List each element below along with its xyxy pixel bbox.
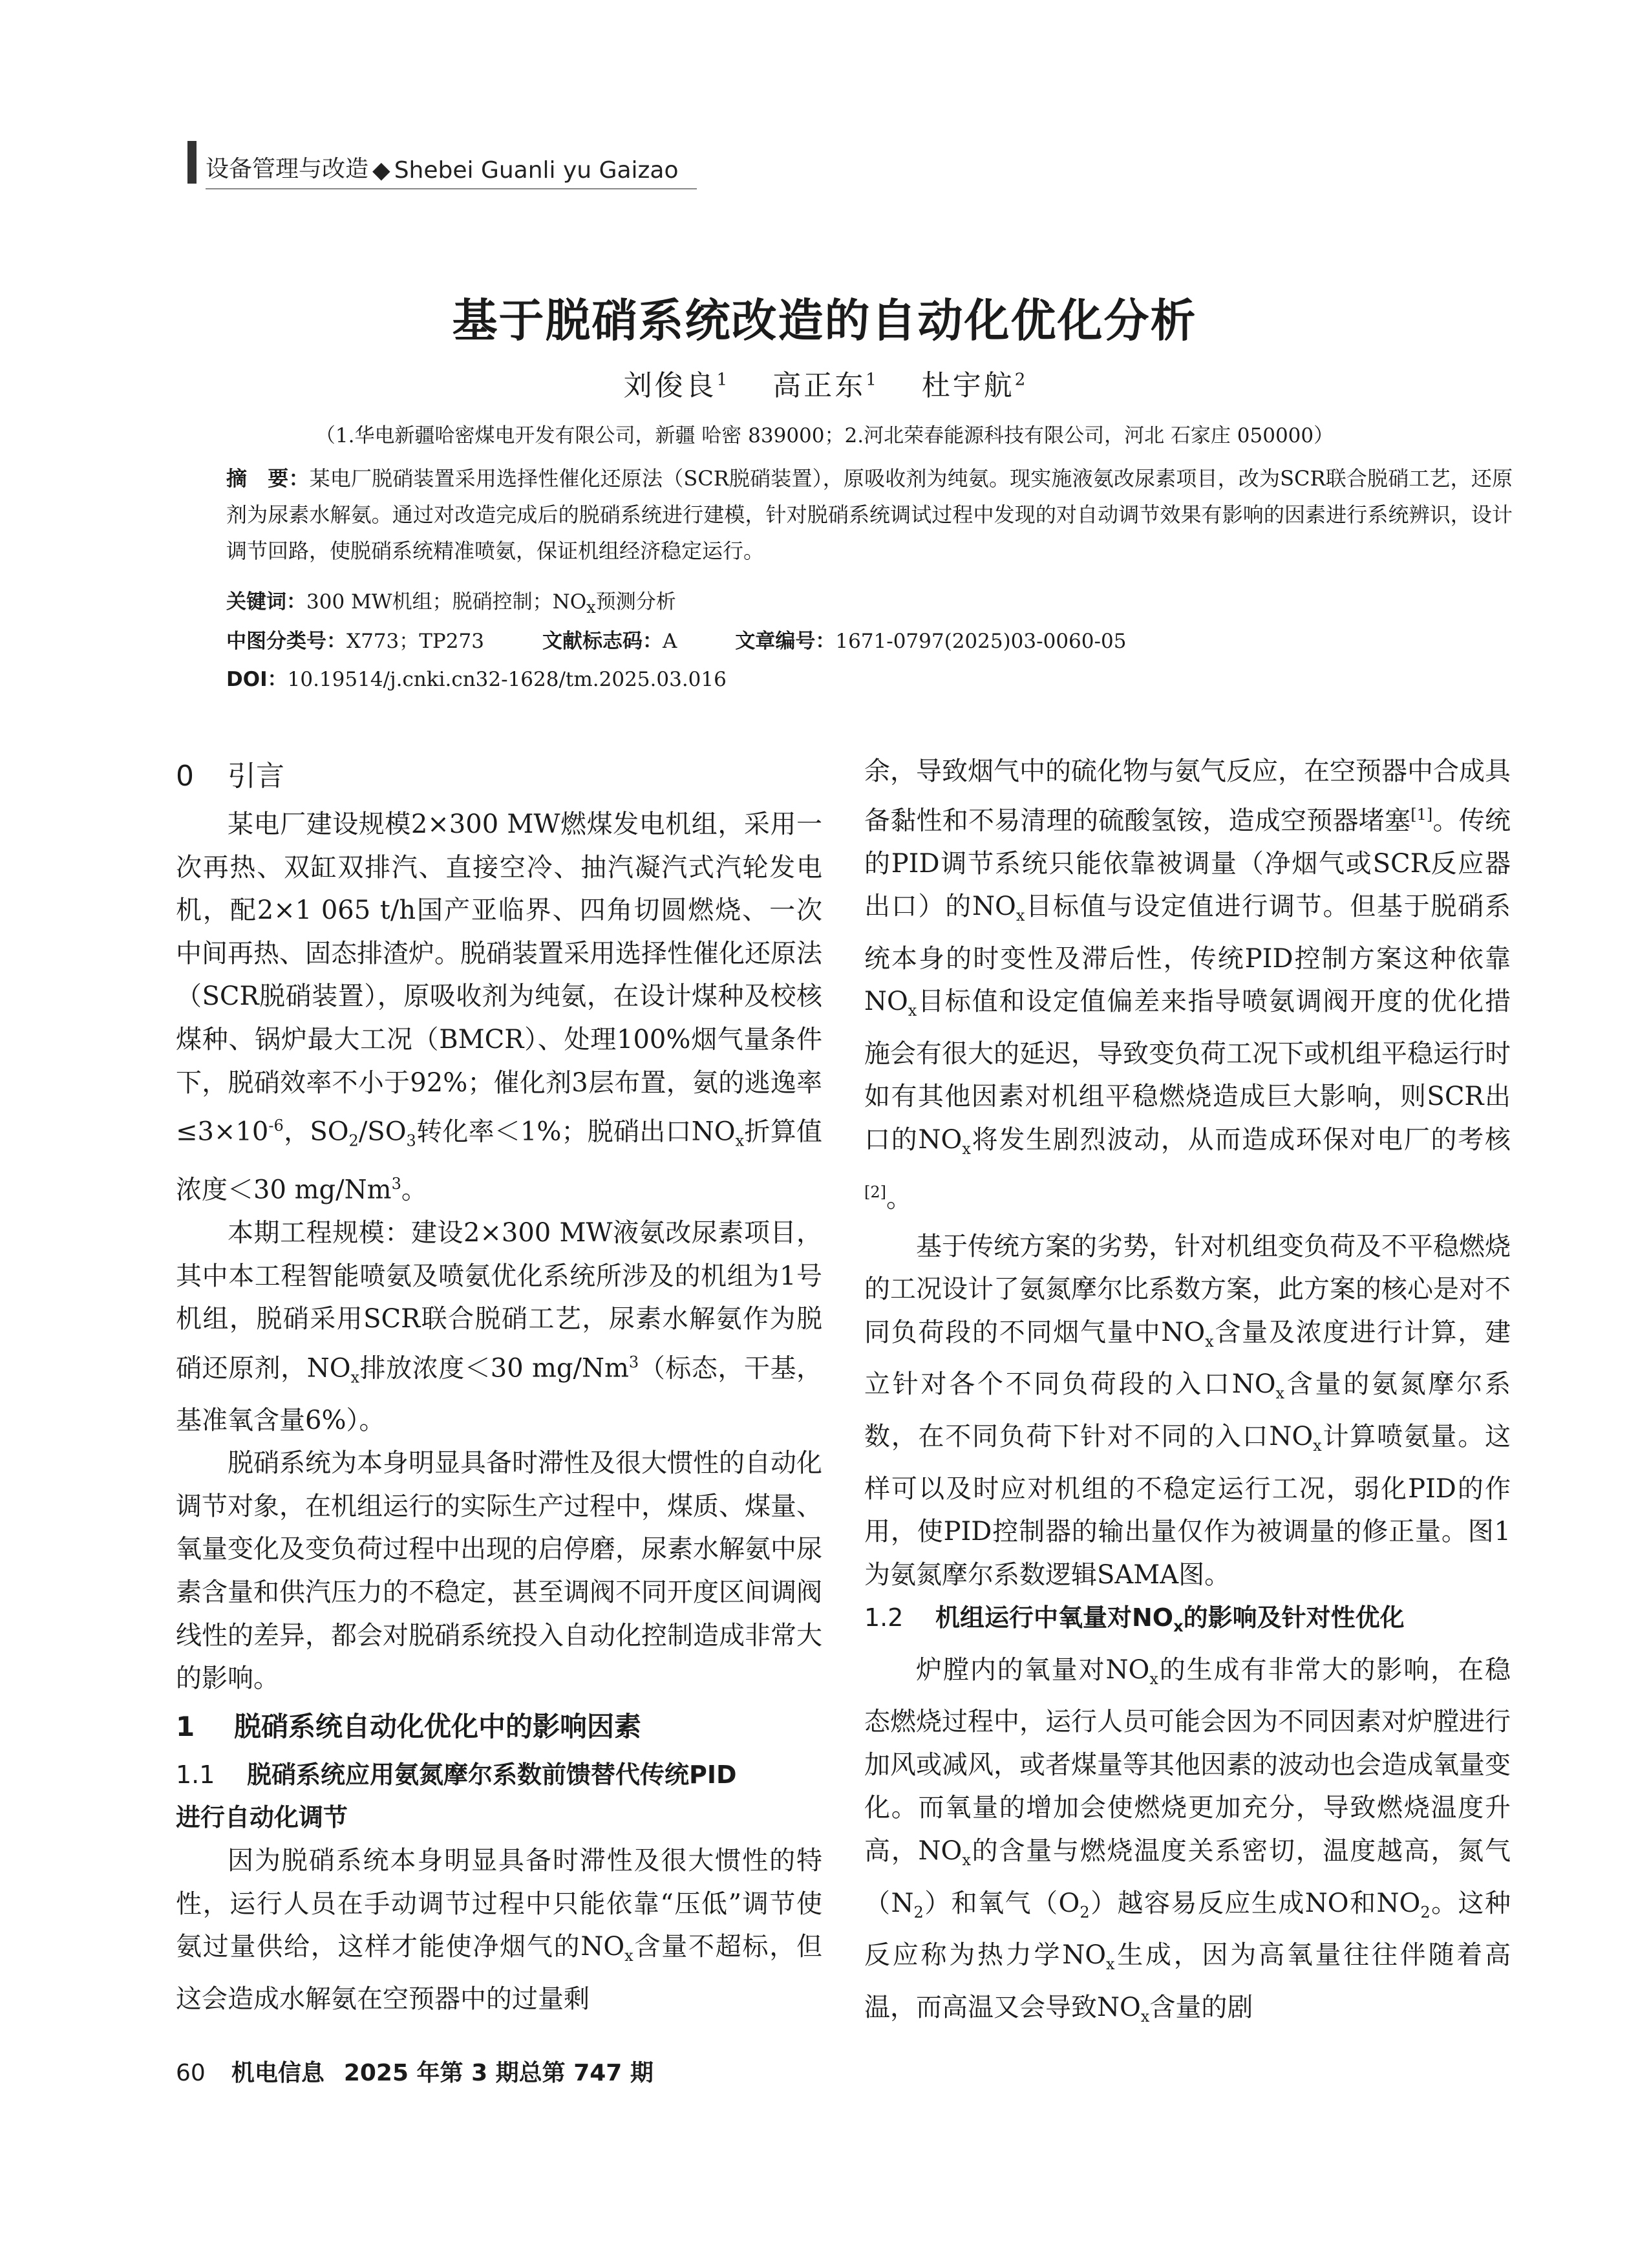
running-header-en: Shebei Guanli yu Gaizao bbox=[394, 157, 679, 184]
affiliation: （1.华电新疆哈密煤电开发有限公司，新疆 哈密 839000；2.河北荣春能源科技有限公司，河北 石家庄 050000） bbox=[315, 424, 1334, 447]
issue-info: 2025 年第 3 期总第 747 期 bbox=[343, 2060, 654, 2086]
page-number: 60 bbox=[176, 2060, 206, 2086]
classification-line bbox=[226, 625, 1126, 654]
diamond-icon: ◆ bbox=[372, 157, 390, 184]
article-no-value: 1671-0797(2025)03-0060-05 bbox=[835, 630, 1127, 653]
right-column bbox=[864, 750, 1511, 2038]
paragraph: 炉膛内的氧量对$NO_x$的生成有非常大的影响，在稳态燃烧过程中，运行人员可能会因为不同因素对炉膛进行加风或减风，或者煤量等其他因素的波动也会造成氧量变化。而氧量的增加会使燃烧更加充分，导致燃烧温度升高，$NO_x$的含量与燃烧温度关系密切，温度越高，氮气$(N_2)$和氧气$(O_2)$越容易反应生成NO和$NO_2$。这种反应称为热力学$NO_x$生成，因为高氧量往往伴随着高温，而高温又会导致$NO_x$含量的剧 bbox=[864, 1654, 1511, 2026]
article-title: 基于脱硝系统改造的自动化优化分析 bbox=[452, 294, 1197, 347]
doi-label: DOI： bbox=[226, 668, 288, 691]
keywords-label: 关键词： bbox=[226, 590, 306, 614]
abstract-label: 摘 要： bbox=[226, 466, 310, 491]
keywords: 关键词：300 MW机组；脱硝控制；$NO_x$预测分析 bbox=[226, 590, 676, 618]
doi-line bbox=[226, 663, 727, 692]
header-rule bbox=[206, 188, 697, 189]
paragraph: 因为脱硝系统本身明显具备时滞性及很大惯性的特性，运行人员在手动调节过程中只能依靠“压低”调节使氨过量供给，这样才能使净烟气的$NO_x$含量不超标，但这会造成水解氨在空预器中的过量剩 bbox=[176, 1846, 823, 2014]
doc-code-value: A bbox=[662, 630, 677, 653]
abstract bbox=[226, 460, 1513, 569]
clc-label: 中图分类号： bbox=[226, 630, 346, 653]
doc-code-label: 文献标志码： bbox=[542, 630, 663, 653]
abstract-text: 某电厂脱硝装置采用选择性催化还原法（SCR脱硝装置），原吸收剂为纯氨。现实施液氨改尿素项目，改为SCR联合脱硝工艺，还原剂为尿素水解氨。通过对改造完成后的脱硝系统进行建模，针对脱硝系统调试过程中发现的对自动调节效果有影响的因素进行系统辨识，设计调节回路，使脱硝系统精准喷氨，保证机组经济稳定运行。 bbox=[226, 466, 1513, 563]
section-heading: 0 引言 bbox=[176, 760, 284, 793]
author: 高正东$^1$ bbox=[772, 369, 877, 402]
paragraph: 基于传统方案的劣势，针对机组变负荷及不平稳燃烧的工况设计了氨氮摩尔比系数方案，此方案的核心是对不同负荷段的不同烟气量中$NO_x$含量及浓度进行计算，建立针对各个不同负荷段的入口$NO_x$含量的氨氮摩尔系数，在不同负荷下针对不同的入口$NO_x$计算喷氨量。这样可以及时应对机组的不稳定运行工况，弱化PID的作用，使PID控制器的输出量仅作为被调量的修正量。图1为氨氮摩尔系数逻辑SAMA图。 bbox=[864, 1231, 1511, 1590]
author: 刘俊良$^1$ bbox=[623, 369, 728, 402]
paragraph: 本期工程规模：建设2×300 MW液氨改尿素项目，其中本工程智能喷氨及喷氨优化系统所涉及的机组为1号机组，脱硝采用SCR联合脱硝工艺，尿素水解氨作为脱硝还原剂，$NO_x$排放浓度＜30 mg/Nm$^3$（标态，干基，基准氧含量6%）。 bbox=[176, 1218, 823, 1435]
author: 杜宇航$^2$ bbox=[921, 369, 1026, 402]
header-bar bbox=[187, 141, 197, 184]
left-column bbox=[176, 750, 822, 2020]
paragraph: 余，导致烟气中的硫化物与氨气反应，在空预器中合成具备黏性和不易清理的硫酸氢铵，造成空预器堵塞[1]。传统的PID调节系统只能依靠被调量（净烟气或SCR反应器出口）的$NO_x$目标值与设定值进行调节。但基于脱硝系统本身的时变性及滞后性，传统PID控制方案这种依靠$NO_x$目标值和设定值偏差来指导喷氨调阀开度的优化措施会有很大的延迟，导致变负荷工况下或机组平稳运行时如有其他因素对机组平稳燃烧造成巨大影响，则SCR出口的$NO_x$将发生剧烈波动，从而造成环保对电厂的考核[2]。 bbox=[864, 756, 1511, 1213]
author-list bbox=[0, 362, 1649, 403]
clc-value: X773；TP273 bbox=[346, 630, 484, 653]
running-header-cn: 设备管理与改造 bbox=[206, 156, 369, 182]
doi-value: 10.19514/j.cnki.cn32-1628/tm.2025.03.016 bbox=[287, 668, 727, 691]
subsection-heading: 1.1 脱硝系统应用氨氮摩尔系数前馈替代传统PID 进行自动化调节 bbox=[176, 1760, 737, 1832]
page-footer bbox=[176, 2055, 654, 2088]
paragraph: 脱硝系统为本身明显具备时滞性及很大惯性的自动化调节对象，在机组运行的实际生产过程中，煤质、煤量、氧量变化及变负荷过程中出现的启停磨，尿素水解氨中尿素含量和供汽压力的不稳定，甚至调阀不同开度区间调阀线性的差异，都会对脱硝系统投入自动化控制造成非常大的影响。 bbox=[176, 1448, 822, 1694]
section-heading: 1 脱硝系统自动化优化中的影响因素 bbox=[176, 1710, 642, 1742]
subsection-heading: 1.2 机组运行中氧量对$NO_x$的影响及针对性优化 bbox=[864, 1603, 1405, 1636]
journal-name: 机电信息 bbox=[231, 2060, 324, 2086]
article-no-label: 文章编号： bbox=[735, 630, 836, 653]
running-header bbox=[187, 144, 679, 184]
paragraph: 某电厂建设规模2×300 MW燃煤发电机组，采用一次再热、双缸双排汽、直接空冷、抽汽凝汽式汽轮发电机，配2×1 065 t/h国产亚临界、四角切圆燃烧、一次中间再热、固态排渣炉。脱硝装置采用选择性催化还原法（SCR脱硝装置），原吸收剂为纯氨，在设计煤种及校核煤种、锅炉最大工况（BMCR）、处理100%烟气量条件下，脱硝效率不小于92%；催化剂3层布置，氨的逃逸率$\le 3\times 10^{-6}$，$SO_2/SO_3$转化率＜1%；脱硝出口$NO_x$折算值浓度＜30 mg/Nm$^3$。 bbox=[176, 809, 822, 1205]
